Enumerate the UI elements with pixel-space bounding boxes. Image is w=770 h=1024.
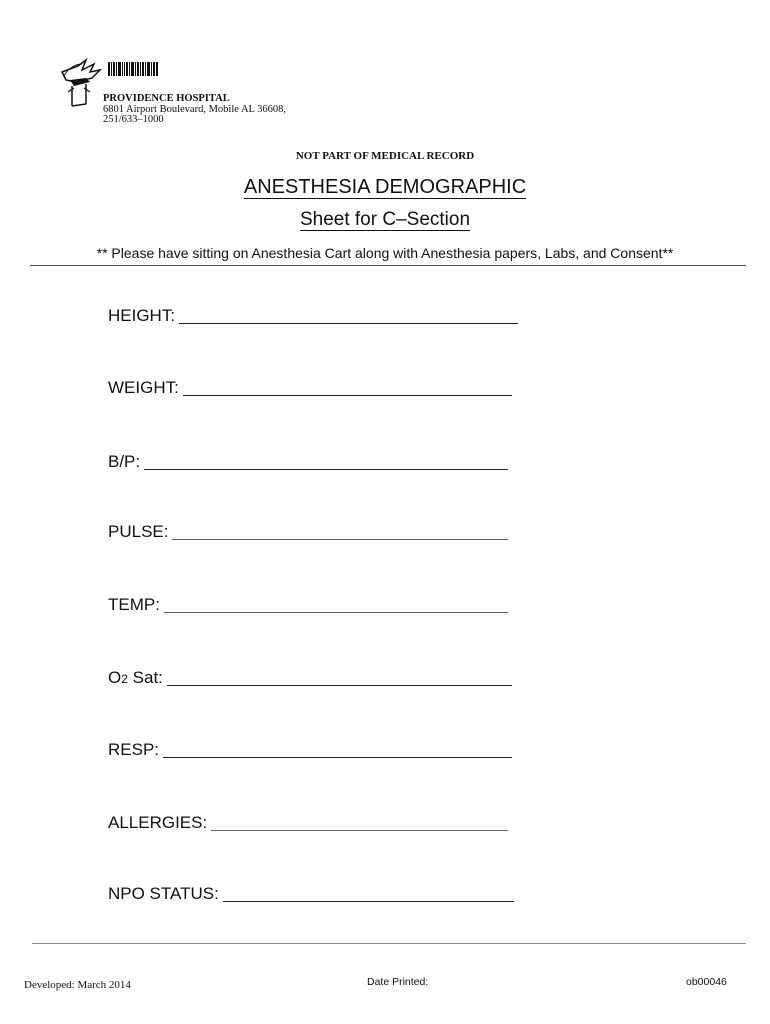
weight-label: WEIGHT: <box>108 378 179 397</box>
form-subtitle <box>0 208 770 232</box>
weight-field[interactable] <box>108 376 512 398</box>
bp-field[interactable] <box>108 450 508 472</box>
temp-label: TEMP: <box>108 595 160 614</box>
height-field[interactable] <box>108 304 518 326</box>
o2-sat-label <box>108 668 167 688</box>
barcode-icon <box>108 62 158 76</box>
weight-input-line[interactable] <box>183 394 512 396</box>
pulse-field[interactable] <box>108 520 508 542</box>
hospital-phone: 251/633–1000 <box>103 114 164 125</box>
pulse-label: PULSE: <box>108 522 169 541</box>
header-divider <box>30 265 746 266</box>
o2-label-main: O <box>108 668 122 687</box>
resp-input-line[interactable] <box>163 756 512 758</box>
temp-input-line[interactable] <box>164 611 508 613</box>
form-subtitle-text: Sheet for C–Section <box>299 209 471 230</box>
o2-label-rest: Sat: <box>127 668 163 687</box>
date-printed-label: Date Printed: <box>367 976 429 988</box>
developed-date: Developed: March 2014 <box>24 979 131 991</box>
height-label: HEIGHT: <box>108 306 176 325</box>
not-part-of-record-notice: NOT PART OF MEDICAL RECORD <box>295 150 475 162</box>
pulse-input-line[interactable] <box>172 538 508 540</box>
form-title-text: ANESTHESIA DEMOGRAPHIC <box>243 176 527 198</box>
o2-sat-input-line[interactable] <box>167 684 512 686</box>
npo-status-field[interactable] <box>108 882 514 904</box>
hospital-name: PROVIDENCE HOSPITAL <box>103 93 230 104</box>
hospital-address-line1: 6801 Airport Boulevard, Mobile AL 36608, <box>103 103 287 115</box>
o2-label-subscript: 2 <box>121 672 128 686</box>
resp-field[interactable] <box>108 738 512 760</box>
resp-label: RESP: <box>108 740 160 759</box>
allergies-input-line[interactable] <box>211 829 508 831</box>
npo-status-input-line[interactable] <box>223 900 514 902</box>
npo-status-label: NPO STATUS: <box>108 884 219 903</box>
providence-hospital-logo-icon <box>56 58 104 114</box>
form-title <box>0 175 770 199</box>
temp-field[interactable] <box>108 593 508 615</box>
hospital-address-block <box>103 94 286 126</box>
form-code: ob00046 <box>686 976 727 988</box>
o2-sat-field[interactable] <box>108 666 512 688</box>
instruction-note: ** Please have sitting on Anesthesia Cart along with Anesthesia papers, Labs, and Consent** <box>96 245 674 261</box>
allergies-field[interactable] <box>108 811 508 833</box>
bp-label: B/P: <box>108 452 141 471</box>
allergies-label: ALLERGIES: <box>108 813 208 832</box>
footer-divider <box>32 943 746 944</box>
bp-input-line[interactable] <box>144 468 508 470</box>
height-input-line[interactable] <box>179 322 518 324</box>
